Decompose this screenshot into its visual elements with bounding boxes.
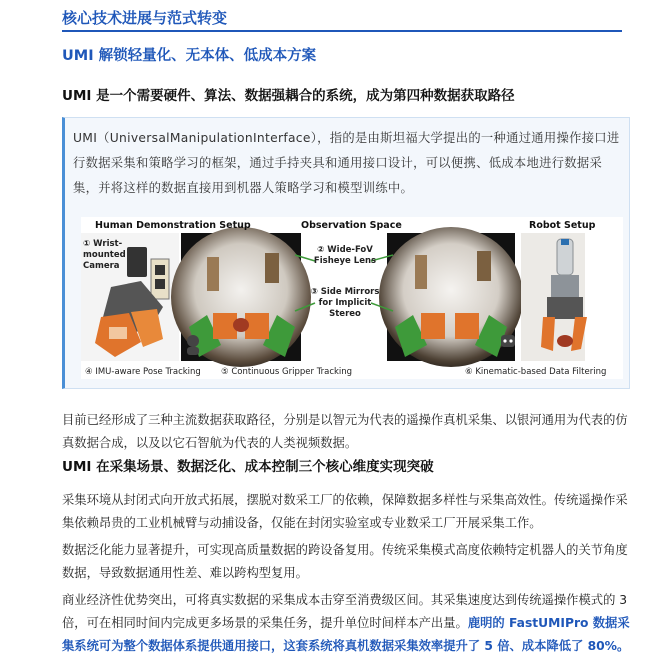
caption-data-filtering: ⑥ Kinematic-based Data Filtering (465, 367, 607, 377)
figure-title-observation: Observation Space (301, 220, 402, 231)
paragraph-data-generalization: 数据泛化能力显著提升，可实现高质量数据的跨设备复用。传统采集模式高度依赖特定机器人的关节角度数据，导致数据通用性差、难以跨构型复用。 (62, 543, 628, 580)
note-wrist-camera: ① Wrist-mounted Camera (83, 239, 126, 271)
caption-imu-tracking: ④ IMU-aware Pose Tracking (85, 367, 201, 377)
umi-figure (81, 217, 623, 379)
paragraph-data-paths: 目前已经形成了三种主流数据获取路径，分别是以智元为代表的遥操作真机采集、以银河通用为代表的仿真数据合成，以及以它石智航为代表的人类视频数据。 (62, 413, 628, 450)
figure-title-robot: Robot Setup (529, 220, 596, 231)
paragraph-collection-scene: 采集环境从封闭式向开放式拓展，摆脱对数采工厂的依赖，保障数据多样性与采集高效性。传统遥操作采集依赖昂贵的工业机械臂与动捕设备，仅能在封闭实验室或专业数采工厂开展采集工作。 (62, 493, 628, 530)
figure-title-human: Human Demonstration Setup (95, 220, 251, 231)
quote-box (62, 117, 630, 389)
section-title: 核心技术进展与范式转变 (62, 8, 622, 32)
caption-gripper-tracking: ⑤ Continuous Gripper Tracking (221, 367, 353, 377)
topic-heading: UMI 是一个需要硬件、算法、数据强耦合的系统，成为第四种数据获取路径 (62, 88, 515, 104)
breakthrough-heading: UMI 在采集场景、数据泛化、成本控制三个核心维度实现突破 (62, 459, 434, 475)
subsection-title: UMI 解锁轻量化、无本体、低成本方案 (62, 48, 317, 64)
quote-text: UMI（UniversalManipulationInterface），指的是由斯坦福大学提出的一种通过通用操作接口进行数据采集和策略学习的框架，通过手持夹具和通用接口设计，可以便携、低成本地进行数据采集，并将这样的数据直接用到机器人策略学习和模型训练中。 (73, 131, 620, 195)
note-side-mirrors: ③ Side Mirrors for Implicit Stereo (310, 287, 380, 319)
note-fisheye-lens: ② Wide-FoV Fisheye Lens (313, 245, 377, 266)
paragraph-cost-advantage (62, 589, 636, 658)
fastumipro-highlight: 鹿明的 FastUMIPro 数据采集系统可为整个数据体系提供通用接口，这套系统将真机数据采集效率提升了 5 倍、成本降低了 80%。 (62, 616, 630, 653)
cost-text: 商业经济性优势突出，可将真实数据的采集成本击穿至消费级区间。其采集速度达到传统遥操作模式的 3 倍，可在相同时间内完成更多场景的采集任务，提升单位时间样本产出量。 (62, 593, 628, 630)
